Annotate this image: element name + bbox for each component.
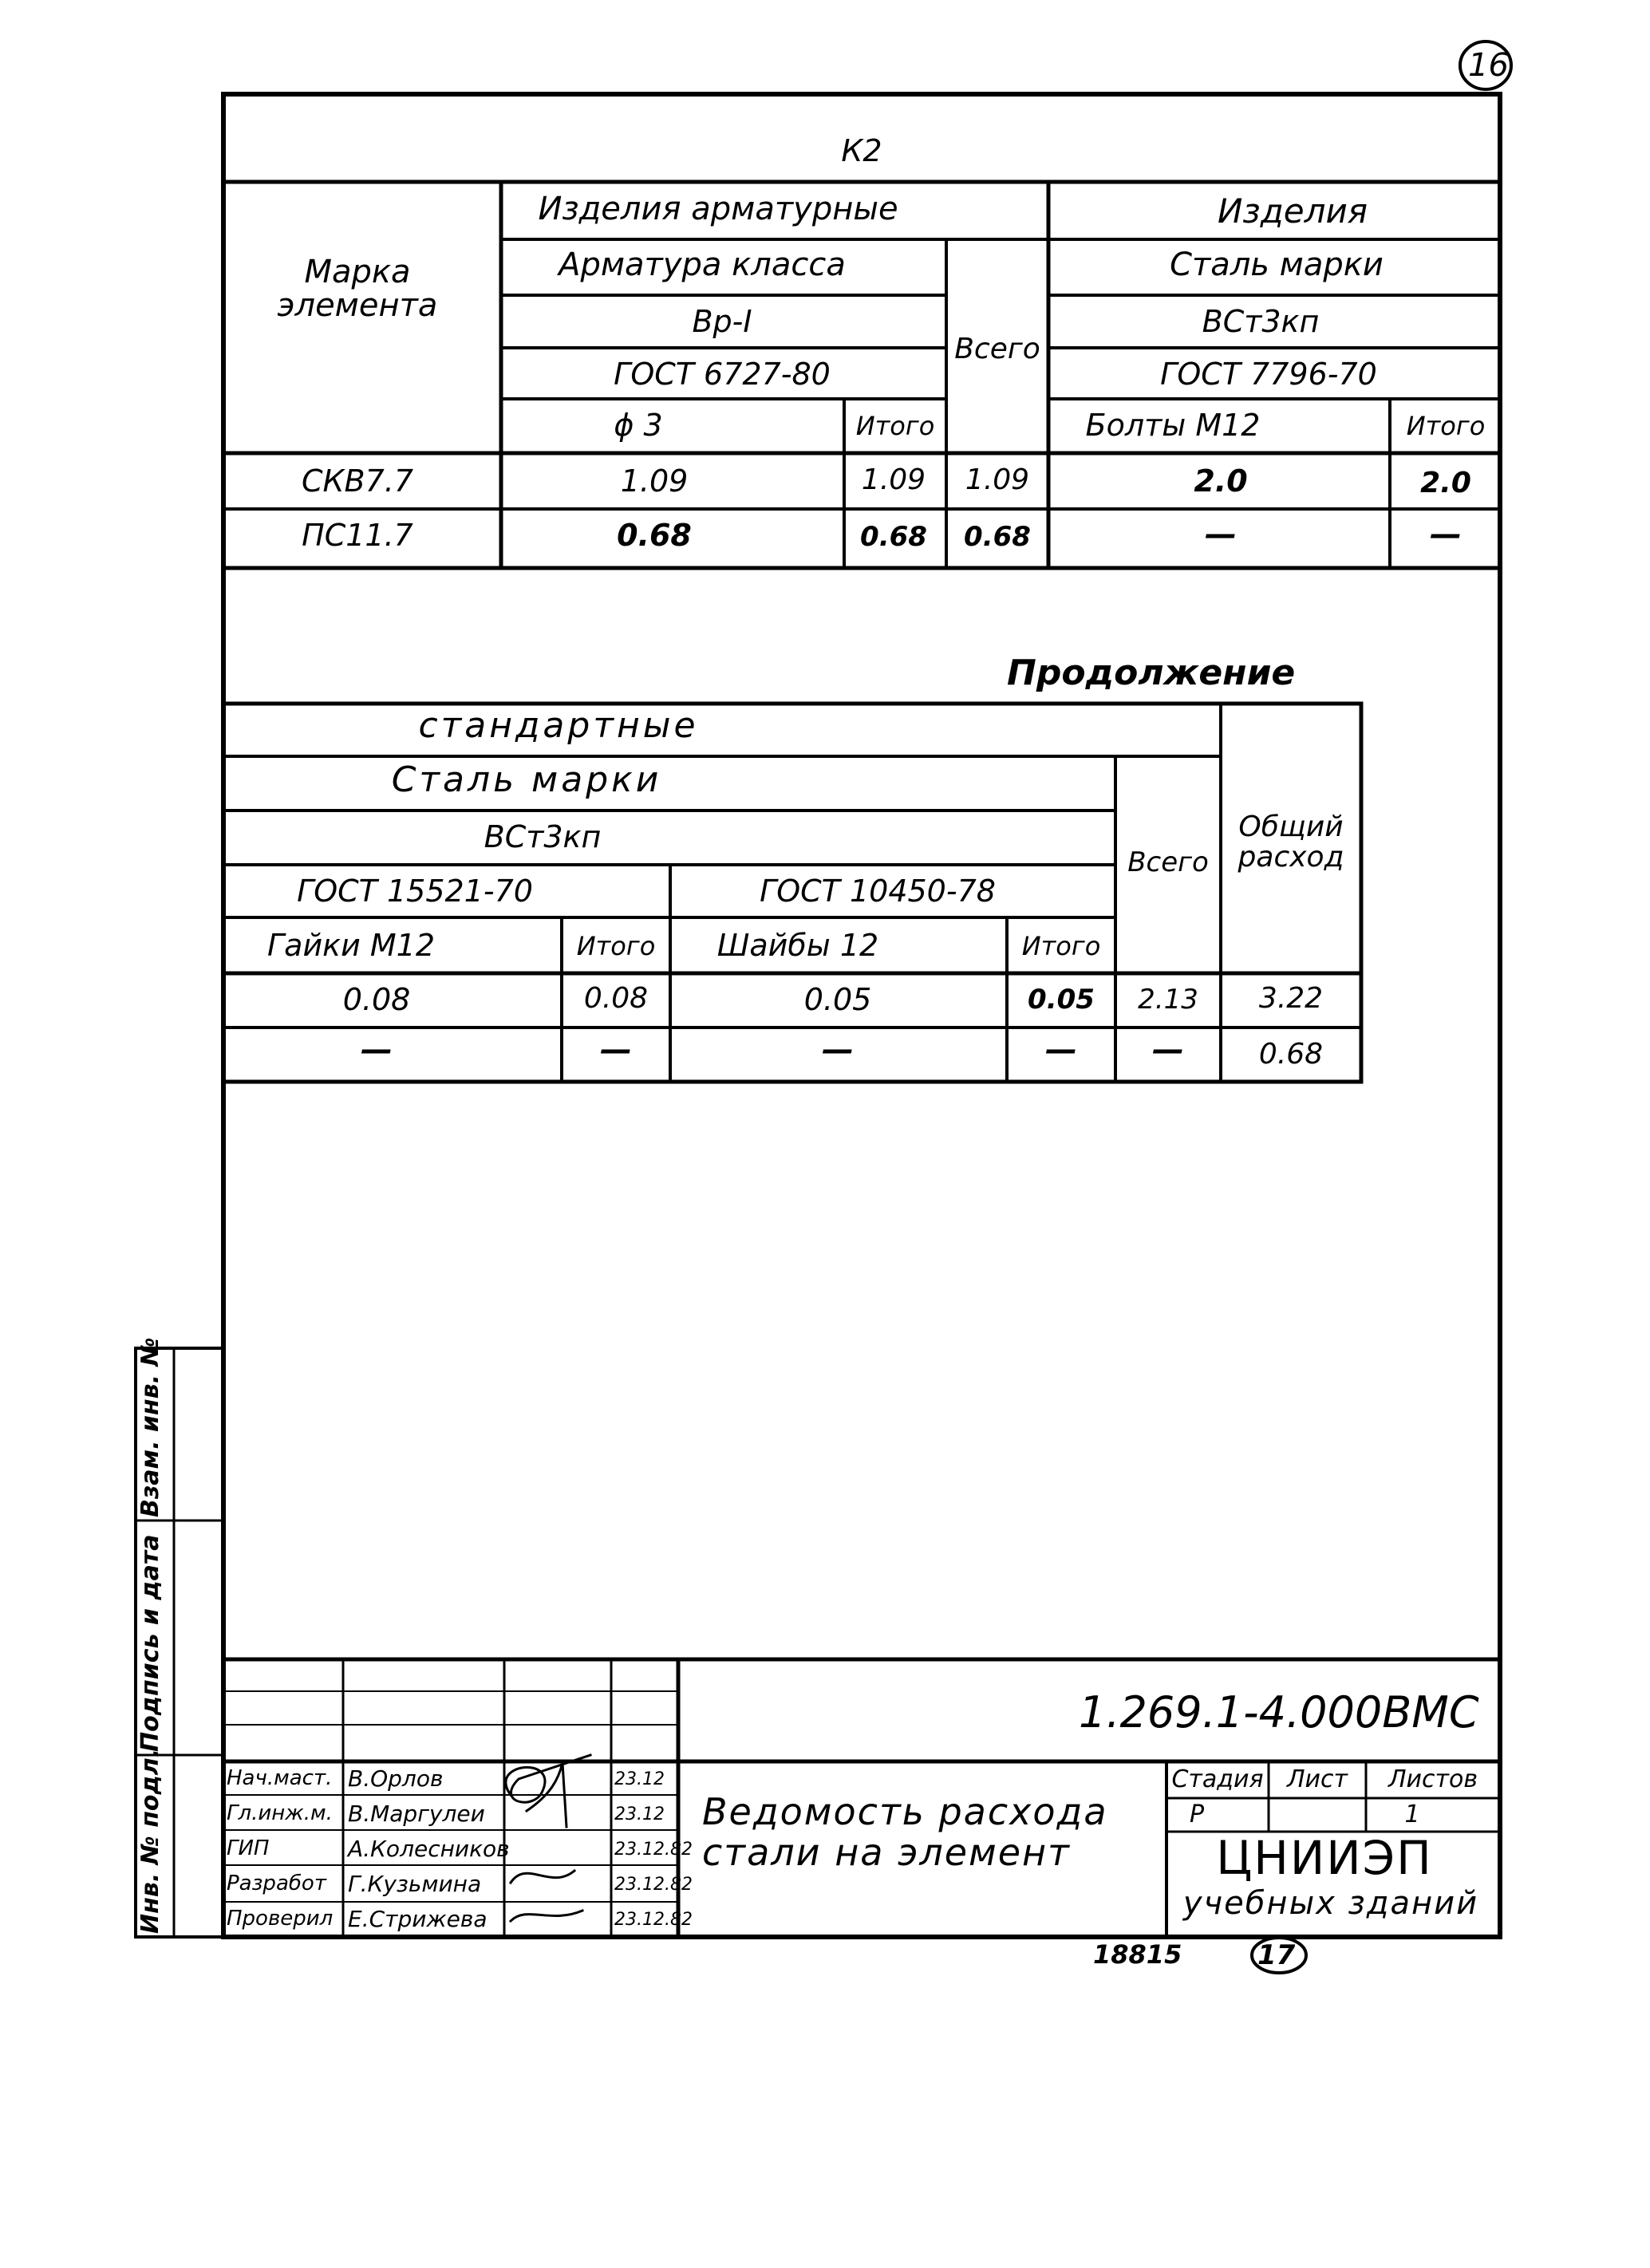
row2-itogo: 0.68 xyxy=(860,521,927,553)
header2-steel-grade: Сталь марки xyxy=(391,759,662,800)
t2-row2-vsego: — xyxy=(1152,1031,1184,1068)
document-designation: 1.269.1-4.000ВМС xyxy=(1079,1687,1479,1737)
staff4-name: Г.Кузьмина xyxy=(348,1871,482,1897)
stage-value: Р xyxy=(1189,1801,1205,1828)
staff1-role: Нач.маст. xyxy=(227,1766,333,1790)
header2-nuts: Гайки М12 xyxy=(266,928,436,963)
staff2-name: В.Маргулеи xyxy=(348,1801,485,1827)
header-steel-grade: Сталь марки xyxy=(1170,247,1384,283)
staff5-date: 23.12.82 xyxy=(614,1910,693,1930)
continuation-label: Продолжение xyxy=(1007,653,1296,693)
row1-itogo: 1.09 xyxy=(861,463,926,496)
t2-row1-washers: 0.05 xyxy=(803,982,872,1017)
document-title: Ведомость расхода стали на элемент xyxy=(702,1790,1108,1874)
header2-total: Общий расход xyxy=(1238,811,1344,874)
header-armature-class: Арматура класса xyxy=(559,247,846,283)
t2-row2-nuts: — xyxy=(361,1031,393,1068)
header-standard: стандартные xyxy=(418,705,699,746)
t2-row1-nuts: 0.08 xyxy=(342,982,411,1017)
header-bolts: Болты М12 xyxy=(1085,408,1261,443)
staff4-role: Разработ xyxy=(227,1872,326,1895)
row2-phi3: 0.68 xyxy=(617,518,692,553)
side-sign-date: Подпись и дата xyxy=(136,1534,164,1752)
staff3-name: А.Колесников xyxy=(348,1836,510,1862)
header-armature-gost: ГОСТ 6727-80 xyxy=(614,357,831,392)
signature-marks xyxy=(506,1755,590,1921)
header-armature-grade: Вр-I xyxy=(692,304,752,339)
staff1-name: В.Орлов xyxy=(348,1765,444,1792)
header-vsego: Всего xyxy=(954,333,1040,365)
staff2-role: Гл.инж.м. xyxy=(227,1801,333,1825)
org-subtitle: учебных зданий xyxy=(1182,1885,1479,1922)
side-inv-original: Инв. № подл. xyxy=(136,1748,164,1934)
header2-steel: ВСт3кп xyxy=(484,819,602,854)
t2-row1-itogo2: 0.05 xyxy=(1028,984,1095,1016)
header-steel: ВСт3кп xyxy=(1202,304,1320,339)
header2-gost1: ГОСТ 15521-70 xyxy=(297,874,533,909)
staff1-date: 23.12 xyxy=(614,1769,665,1789)
t2-row2-total: 0.68 xyxy=(1258,1038,1324,1071)
row2-mark: ПС11.7 xyxy=(302,518,413,553)
header2-vsego: Всего xyxy=(1127,846,1209,878)
staff4-date: 23.12.82 xyxy=(614,1875,693,1895)
side-replace-inv: Взам. инв. № xyxy=(136,1337,164,1517)
t2-row1-vsego: 2.13 xyxy=(1138,984,1198,1016)
t2-row1-itogo1: 0.08 xyxy=(583,982,649,1015)
org-name: ЦНИИЭП xyxy=(1216,1831,1433,1885)
staff5-role: Проверил xyxy=(227,1907,334,1931)
staff2-date: 23.12 xyxy=(614,1805,665,1824)
sheet-label: Лист xyxy=(1286,1765,1348,1793)
sheets-label: Листов xyxy=(1388,1765,1478,1793)
header-phi3: ϕ 3 xyxy=(614,408,663,443)
row2-bolts: — xyxy=(1205,516,1237,553)
row2-vsego: 0.68 xyxy=(964,521,1031,553)
row1-mark: СКВ7.7 xyxy=(301,463,414,499)
t2-row2-itogo1: — xyxy=(600,1031,632,1068)
staff3-date: 23.12.82 xyxy=(614,1840,693,1860)
header-products: Изделия xyxy=(1217,191,1368,231)
header2-itogo2: Итого xyxy=(1021,931,1101,961)
header-steel-gost: ГОСТ 7796-70 xyxy=(1160,357,1377,392)
row2-itogo2: — xyxy=(1430,516,1462,553)
sheets-value: 1 xyxy=(1404,1801,1420,1828)
t2-row2-itogo2: — xyxy=(1045,1031,1077,1068)
row1-bolts: 2.0 xyxy=(1194,463,1248,499)
staff3-role: ГИП xyxy=(227,1836,270,1860)
header2-gost2: ГОСТ 10450-78 xyxy=(760,874,996,909)
t2-row2-washers: — xyxy=(822,1031,854,1068)
staff5-name: Е.Стрижева xyxy=(348,1906,488,1932)
header2-washers: Шайбы 12 xyxy=(716,928,879,963)
table1-code: К2 xyxy=(841,133,882,168)
page-number: 16 xyxy=(1468,47,1509,84)
inventory-number: 18815 xyxy=(1093,1939,1182,1970)
header2-itogo1: Итого xyxy=(576,931,656,961)
header-itogo: Итого xyxy=(855,411,935,441)
row1-phi3: 1.09 xyxy=(620,463,689,499)
t2-row1-total: 3.22 xyxy=(1258,982,1324,1015)
bottom-page-number: 17 xyxy=(1257,1939,1296,1971)
header-armature-group: Изделия арматурные xyxy=(538,191,898,227)
row1-itogo2: 2.0 xyxy=(1420,467,1471,499)
header-itogo2: Итого xyxy=(1406,411,1486,441)
header-mark: Марка элемента xyxy=(277,254,438,324)
row1-vsego: 1.09 xyxy=(965,463,1030,496)
stage-label: Стадия xyxy=(1171,1765,1264,1793)
